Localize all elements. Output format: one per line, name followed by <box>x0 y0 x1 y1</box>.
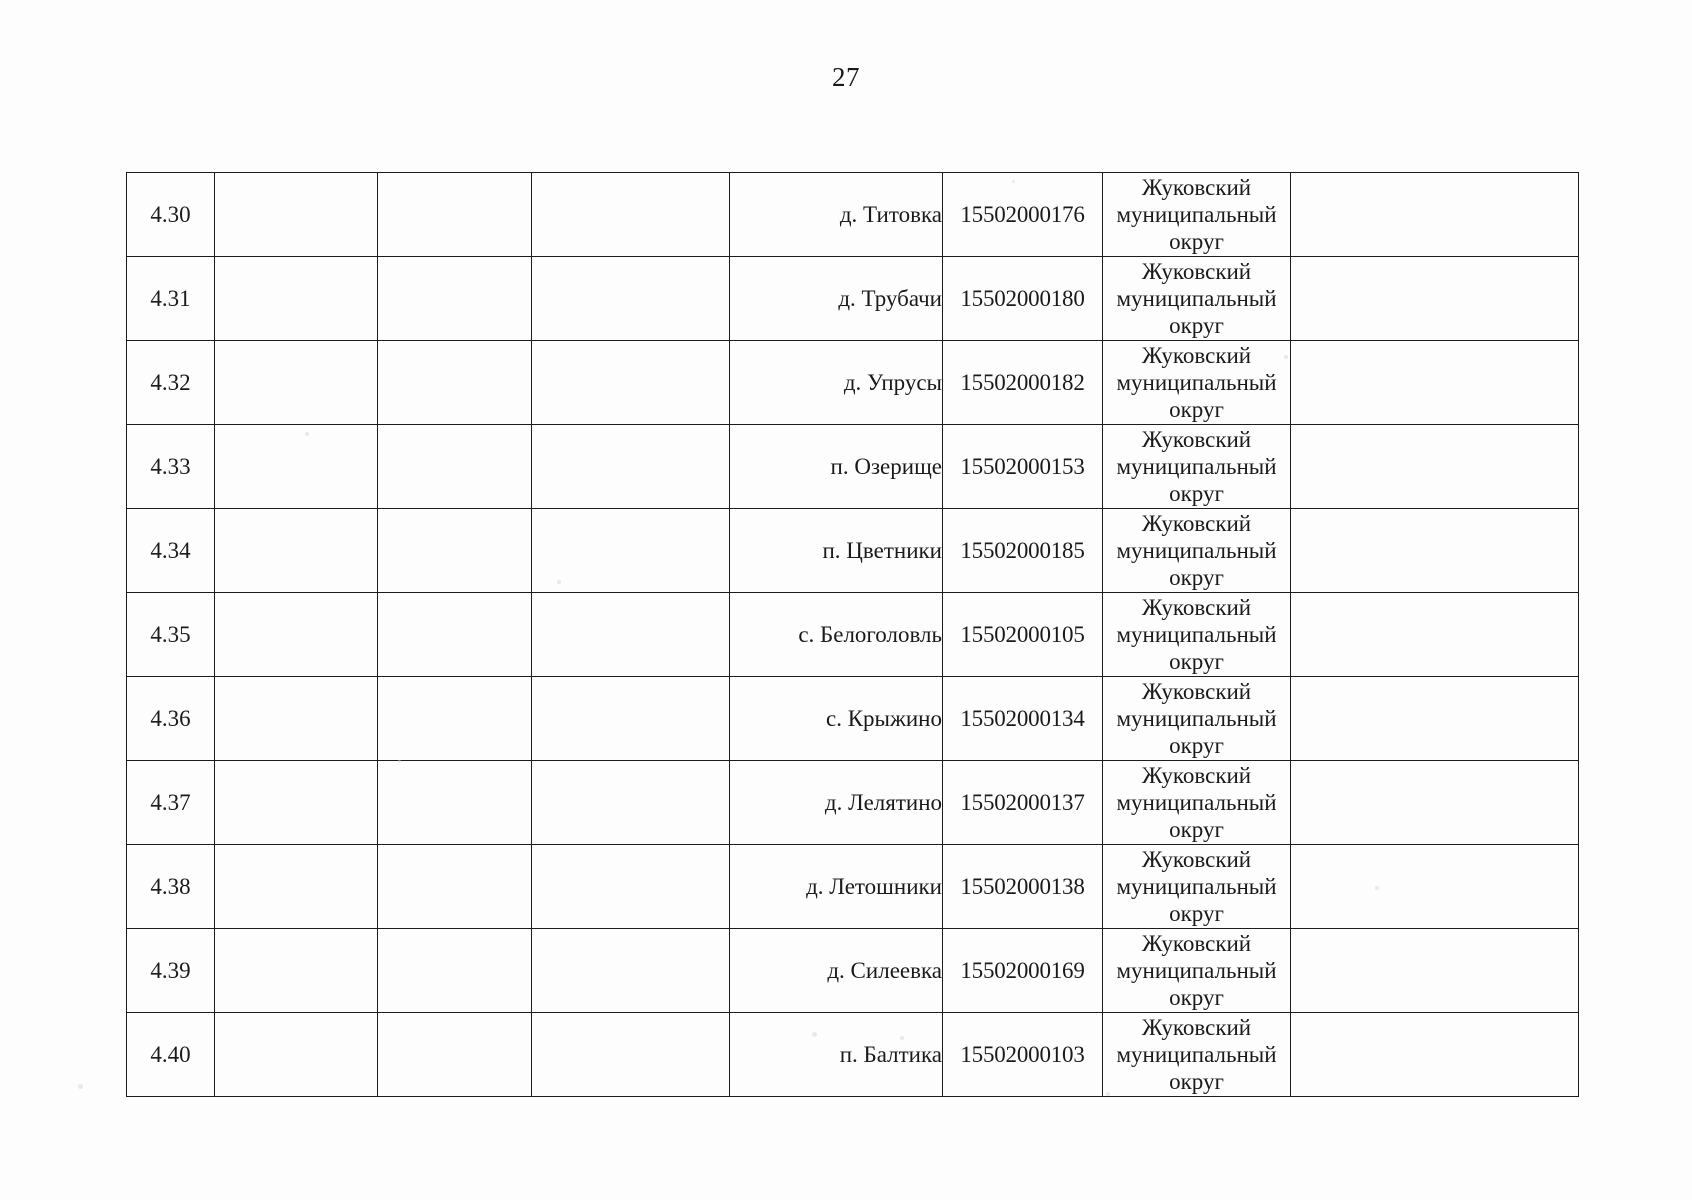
cell-oktmo-code: 15502000185 <box>943 509 1103 593</box>
cell-blank-2 <box>378 929 532 1013</box>
settlements-table-body <box>127 173 1579 1097</box>
cell-blank-3 <box>532 845 730 929</box>
cell-blank-3 <box>532 509 730 593</box>
settlements-table <box>126 172 1579 1097</box>
cell-blank-1 <box>215 1013 378 1097</box>
cell-oktmo-code: 15502000137 <box>943 761 1103 845</box>
scan-speck <box>78 1084 83 1089</box>
cell-municipal-district: Жуковский муниципальный округ <box>1103 845 1291 929</box>
cell-blank-2 <box>378 425 532 509</box>
cell-settlement-name: д. Летошники <box>730 845 943 929</box>
cell-municipal-district: Жуковский муниципальный округ <box>1103 425 1291 509</box>
cell-municipal-district: Жуковский муниципальный округ <box>1103 257 1291 341</box>
cell-oktmo-code: 15502000180 <box>943 257 1103 341</box>
table-row <box>127 929 1579 1013</box>
cell-blank-4 <box>1291 257 1579 341</box>
cell-item-number: 4.39 <box>127 929 215 1013</box>
cell-municipal-district: Жуковский муниципальный округ <box>1103 341 1291 425</box>
cell-blank-3 <box>532 929 730 1013</box>
cell-blank-4 <box>1291 929 1579 1013</box>
cell-oktmo-code: 15502000169 <box>943 929 1103 1013</box>
cell-blank-2 <box>378 677 532 761</box>
cell-settlement-name: п. Балтика <box>730 1013 943 1097</box>
cell-blank-2 <box>378 845 532 929</box>
cell-blank-2 <box>378 593 532 677</box>
cell-settlement-name: д. Трубачи <box>730 257 943 341</box>
cell-blank-4 <box>1291 425 1579 509</box>
table-row <box>127 761 1579 845</box>
cell-item-number: 4.34 <box>127 509 215 593</box>
cell-blank-1 <box>215 845 378 929</box>
cell-blank-3 <box>532 173 730 257</box>
scan-speck <box>1284 355 1288 359</box>
table-row <box>127 341 1579 425</box>
cell-oktmo-code: 15502000134 <box>943 677 1103 761</box>
cell-item-number: 4.30 <box>127 173 215 257</box>
scan-speck <box>1012 180 1015 183</box>
cell-blank-1 <box>215 425 378 509</box>
cell-municipal-district: Жуковский муниципальный округ <box>1103 593 1291 677</box>
cell-item-number: 4.38 <box>127 845 215 929</box>
cell-settlement-name: п. Цветники <box>730 509 943 593</box>
cell-item-number: 4.31 <box>127 257 215 341</box>
cell-settlement-name: с. Белоголовль <box>730 593 943 677</box>
cell-blank-2 <box>378 509 532 593</box>
cell-settlement-name: п. Озерище <box>730 425 943 509</box>
cell-blank-1 <box>215 677 378 761</box>
cell-settlement-name: д. Силеевка <box>730 929 943 1013</box>
cell-blank-4 <box>1291 509 1579 593</box>
cell-oktmo-code: 15502000153 <box>943 425 1103 509</box>
cell-blank-2 <box>378 761 532 845</box>
scan-speck <box>398 760 401 763</box>
cell-oktmo-code: 15502000105 <box>943 593 1103 677</box>
settlements-table-container <box>126 172 1578 1097</box>
cell-settlement-name: д. Лелятино <box>730 761 943 845</box>
cell-blank-1 <box>215 929 378 1013</box>
cell-blank-1 <box>215 761 378 845</box>
table-row <box>127 845 1579 929</box>
cell-blank-4 <box>1291 341 1579 425</box>
cell-blank-4 <box>1291 845 1579 929</box>
cell-item-number: 4.32 <box>127 341 215 425</box>
scan-speck <box>1106 1092 1110 1096</box>
cell-settlement-name: д. Титовка <box>730 173 943 257</box>
table-row <box>127 1013 1579 1097</box>
scan-speck <box>305 432 309 436</box>
cell-blank-1 <box>215 257 378 341</box>
cell-item-number: 4.35 <box>127 593 215 677</box>
cell-municipal-district: Жуковский муниципальный округ <box>1103 173 1291 257</box>
cell-settlement-name: с. Крыжино <box>730 677 943 761</box>
table-row <box>127 677 1579 761</box>
cell-blank-4 <box>1291 761 1579 845</box>
table-row <box>127 509 1579 593</box>
cell-item-number: 4.36 <box>127 677 215 761</box>
cell-blank-2 <box>378 341 532 425</box>
cell-oktmo-code: 15502000103 <box>943 1013 1103 1097</box>
cell-blank-3 <box>532 761 730 845</box>
cell-oktmo-code: 15502000176 <box>943 173 1103 257</box>
cell-settlement-name: д. Упрусы <box>730 341 943 425</box>
table-row <box>127 173 1579 257</box>
cell-blank-3 <box>532 677 730 761</box>
cell-oktmo-code: 15502000138 <box>943 845 1103 929</box>
cell-item-number: 4.37 <box>127 761 215 845</box>
cell-blank-3 <box>532 341 730 425</box>
cell-blank-3 <box>532 257 730 341</box>
cell-municipal-district: Жуковский муниципальный округ <box>1103 677 1291 761</box>
table-row <box>127 257 1579 341</box>
cell-blank-3 <box>532 593 730 677</box>
page-number: 27 <box>832 62 860 92</box>
cell-municipal-district: Жуковский муниципальный округ <box>1103 509 1291 593</box>
cell-item-number: 4.40 <box>127 1013 215 1097</box>
cell-item-number: 4.33 <box>127 425 215 509</box>
cell-blank-4 <box>1291 173 1579 257</box>
scan-speck <box>900 1036 904 1040</box>
scan-speck <box>812 1032 817 1037</box>
cell-blank-1 <box>215 593 378 677</box>
cell-blank-2 <box>378 257 532 341</box>
table-row <box>127 593 1579 677</box>
cell-oktmo-code: 15502000182 <box>943 341 1103 425</box>
cell-blank-1 <box>215 341 378 425</box>
cell-blank-2 <box>378 1013 532 1097</box>
cell-blank-4 <box>1291 677 1579 761</box>
cell-municipal-district: Жуковский муниципальный округ <box>1103 929 1291 1013</box>
table-row <box>127 425 1579 509</box>
cell-municipal-district: Жуковский муниципальный округ <box>1103 761 1291 845</box>
cell-blank-3 <box>532 1013 730 1097</box>
cell-blank-2 <box>378 173 532 257</box>
scan-speck <box>1375 886 1379 890</box>
scan-speck <box>557 580 561 584</box>
cell-municipal-district: Жуковский муниципальный округ <box>1103 1013 1291 1097</box>
cell-blank-3 <box>532 425 730 509</box>
cell-blank-1 <box>215 173 378 257</box>
cell-blank-4 <box>1291 593 1579 677</box>
cell-blank-1 <box>215 509 378 593</box>
cell-blank-4 <box>1291 1013 1579 1097</box>
